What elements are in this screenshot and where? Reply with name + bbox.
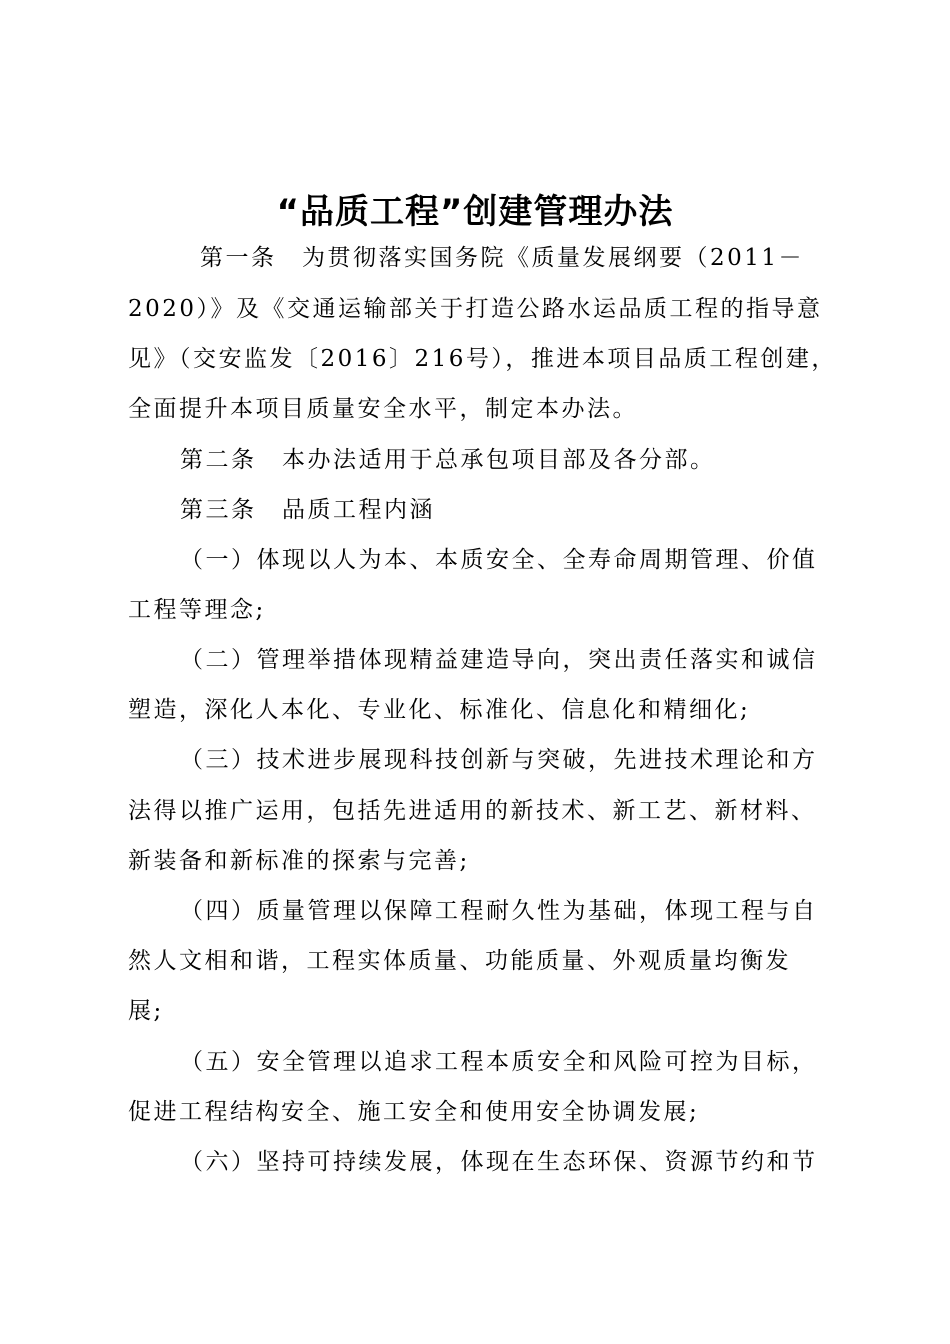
- item-6-line-1: （六）坚持可持续发展，体现在生态环保、资源节约和节: [180, 1149, 818, 1175]
- item-1-line-1: （一）体现以人为本、本质安全、全寿命周期管理、价值: [180, 547, 818, 573]
- item-4-line-3: 展;: [128, 998, 164, 1024]
- item-5-line-1: （五）安全管理以追求工程本质安全和风险可控为目标，: [180, 1049, 818, 1075]
- item-1-line-2: 工程等理念;: [128, 597, 266, 623]
- document-title: “品质工程”创建管理办法: [276, 192, 674, 232]
- article-1-line-1: 第一条 为贯彻落实国务院《质量发展纲要（2011－: [200, 245, 805, 271]
- item-3-line-2: 法得以推广运用，包括先进适用的新技术、新工艺、新材料、: [128, 798, 817, 824]
- article-2-line: 第二条 本办法适用于总承包项目部及各分部。: [180, 447, 716, 473]
- article-1-line-3: 见》（交安监发〔2016〕216号），推进本项目品质工程创建，: [128, 346, 837, 372]
- item-2-line-2: 塑造，深化人本化、专业化、标准化、信息化和精细化;: [128, 697, 751, 723]
- article-1-line-4: 全面提升本项目质量安全水平，制定本办法。: [128, 396, 638, 422]
- article-3-heading: 第三条 品质工程内涵: [180, 497, 435, 523]
- article-1-line-2: 2020）》及《交通运输部关于打造公路水运品质工程的指导意: [128, 296, 823, 322]
- item-4-line-1: （四）质量管理以保障工程耐久性为基础，体现工程与自: [180, 898, 818, 924]
- item-4-line-2: 然人文相和谐，工程实体质量、功能质量、外观质量均衡发: [128, 948, 791, 974]
- item-3-line-3: 新装备和新标准的探索与完善;: [128, 848, 470, 874]
- item-2-line-1: （二）管理举措体现精益建造导向，突出责任落实和诚信: [180, 647, 818, 673]
- item-5-line-2: 促进工程结构安全、施工安全和使用安全协调发展;: [128, 1099, 700, 1125]
- item-3-line-1: （三）技术进步展现科技创新与突破，先进技术理论和方: [180, 747, 818, 773]
